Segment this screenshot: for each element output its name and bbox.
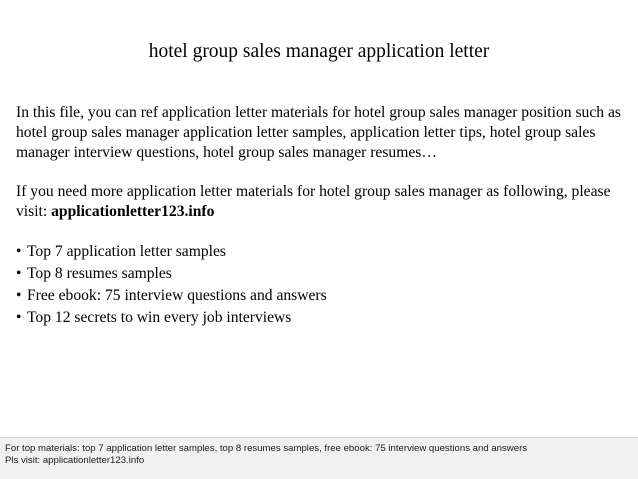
more-info-paragraph — [16, 182, 626, 222]
list-item — [16, 285, 626, 307]
bullet-icon: • — [16, 309, 22, 326]
materials-list — [16, 241, 626, 329]
website-link[interactable]: applicationletter123.info — [51, 203, 215, 220]
footer-banner — [0, 437, 638, 479]
list-item — [16, 241, 626, 263]
list-item-label: Top 12 secrets to win every job interviews — [27, 309, 292, 326]
bullet-icon: • — [16, 243, 22, 260]
bullet-icon: • — [16, 287, 22, 304]
bullet-icon: • — [16, 265, 22, 282]
list-item — [16, 263, 626, 285]
list-item-label: Top 8 resumes samples — [27, 265, 172, 282]
list-item — [16, 307, 626, 329]
footer-visit-text: Pls visit: applicationletter123.info — [5, 455, 145, 466]
list-item-label: Top 7 application letter samples — [27, 243, 226, 260]
footer-materials-text: For top materials: top 7 application letter samples, top 8 resumes samples, free ebook: 75 interview questions and answers — [5, 443, 528, 454]
more-info-text: If you need more application letter materials for hotel group sales manager as following, please visit: — [16, 183, 611, 220]
document-body — [16, 103, 626, 329]
list-item-label: Free ebook: 75 interview questions and answers — [27, 287, 327, 304]
page-title: hotel group sales manager application letter — [148, 41, 490, 62]
intro-paragraph: In this file, you can ref application letter materials for hotel group sales manager position such as hotel group sales manager application letter samples, application letter tips, hotel group sales manager interview questions, hotel group sales manager resumes… — [16, 104, 621, 161]
